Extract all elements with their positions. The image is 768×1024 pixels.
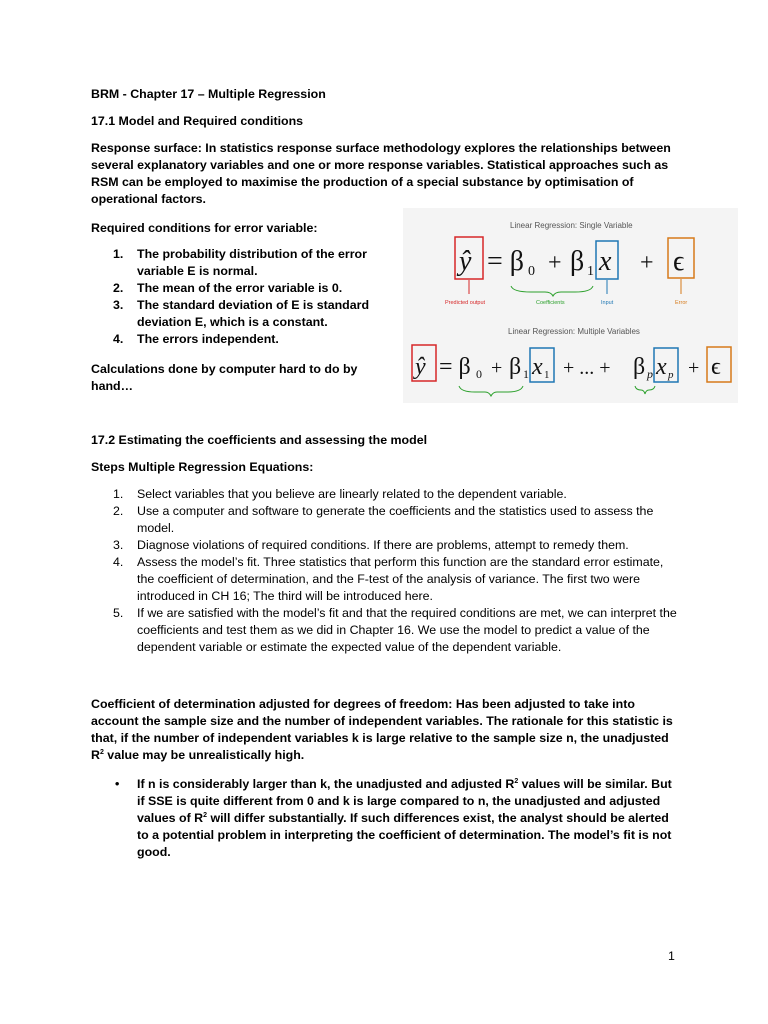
svg-text:β: β bbox=[633, 354, 646, 380]
regression-figure bbox=[403, 208, 738, 403]
list-item: 4. Assess the model’s fit. Three statistics that perform this function are the standard error estimate, the coefficient of determination, and the F-test of the analysis of variance. The first two were introduced in CH 16; The third will be introduced here. bbox=[113, 555, 664, 603]
doc-title: BRM - Chapter 17 – Multiple Regression bbox=[91, 87, 326, 101]
single-variable-title: Linear Regression: Single Variable bbox=[510, 221, 633, 230]
multiple-variables-title: Linear Regression: Multiple Variables bbox=[508, 327, 640, 336]
list-item: 1. The probability distribution of the error variable E is normal. bbox=[113, 247, 367, 278]
svg-text:+: + bbox=[491, 357, 503, 379]
list-item: 3. Diagnose violations of required conditions. If there are problems, attempt to remedy them. bbox=[113, 538, 629, 552]
calculations-note: Calculations done by computer hard to do by hand… bbox=[91, 362, 358, 393]
svg-text:ŷ: ŷ bbox=[415, 354, 426, 380]
svg-text:x: x bbox=[656, 354, 667, 380]
svg-text:0: 0 bbox=[528, 264, 535, 279]
steps-list bbox=[91, 486, 681, 656]
svg-text:1: 1 bbox=[544, 369, 550, 381]
adjusted-r2-paragraph: Coefficient of determination adjusted for degrees of freedom: Has been adjusted to take into account the sample size and the number of independent variables. The rationale for this statistic is that, if the number of independent variables k is large relative to the sample size n, the unadjusted $R^2$ value may be unrealistically high. bbox=[91, 697, 673, 762]
required-conditions-heading: Required conditions for error variable: bbox=[91, 221, 318, 235]
svg-text:1: 1 bbox=[523, 367, 529, 381]
conditions-list bbox=[91, 246, 381, 348]
svg-text:+: + bbox=[640, 250, 654, 276]
y-hat-symbol: ŷ bbox=[459, 246, 472, 277]
response-surface-paragraph: Response surface: In statistics response surface methodology explores the relationships between several explanatory variables and one or more response variables. Statistical approaches such as RSM can be employed to maximise the production of a special substance by optimisation of operational factors. bbox=[91, 141, 671, 206]
svg-text:+: + bbox=[688, 357, 700, 379]
svg-text:0: 0 bbox=[476, 367, 482, 381]
input-label: Input bbox=[601, 300, 614, 306]
error-label: Error bbox=[675, 300, 688, 306]
list-item: 5. If we are satisfied with the model’s fit and that the required conditions are met, we can interpret the coefficients and test them as we did in Chapter 16. We use the model to predict a value of the dependent variable or estimate the expected value of the dependent variable. bbox=[113, 606, 677, 654]
svg-text:ϵ: ϵ bbox=[711, 354, 721, 380]
svg-text:= β: = β bbox=[439, 354, 471, 380]
bullet-item: • If n is considerably larger than k, the unadjusted and adjusted $R^2$ values will be similar. But if SSE is quite different from 0 and k is large compared to n, the unadjusted and adjusted values of $R^2$ will differ substantially. If such differences exist, the analyst should be alerted to a potential problem in interpreting the coefficient of determination. The model’s fit is not good. bbox=[115, 777, 672, 859]
svg-text:p: p bbox=[647, 367, 653, 381]
epsilon-symbol: ϵ bbox=[673, 246, 685, 277]
list-item: 3. The standard deviation of E is standard deviation E, which is a constant. bbox=[113, 298, 370, 329]
svg-text:β: β bbox=[570, 246, 585, 277]
steps-heading: Steps Multiple Regression Equations: bbox=[91, 460, 314, 474]
svg-text:+ ... +: + ... + bbox=[563, 357, 611, 379]
single-equation-lhs: = β bbox=[487, 246, 525, 277]
svg-text:x: x bbox=[532, 354, 543, 380]
svg-text:1: 1 bbox=[587, 264, 594, 279]
section2-heading: 17.2 Estimating the coefficients and assessing the model bbox=[91, 433, 428, 447]
list-item: 2. Use a computer and software to generate the coefficients and the statistics used to assess the model. bbox=[113, 504, 654, 535]
svg-text:p: p bbox=[668, 369, 674, 381]
list-item: 1. Select variables that you believe are linearly related to the dependent variable. bbox=[113, 487, 567, 501]
svg-text:β: β bbox=[509, 354, 522, 380]
list-item: 2. The mean of the error variable is 0. bbox=[113, 281, 343, 295]
coefficients-label: Coefficients bbox=[536, 300, 565, 306]
predicted-output-label: Predicted output bbox=[445, 300, 486, 306]
page-number: 1 bbox=[668, 949, 675, 963]
bullet-dot: • bbox=[115, 777, 120, 791]
svg-text:x: x bbox=[599, 246, 612, 277]
list-item: 4. The errors independent. bbox=[113, 332, 279, 346]
svg-text:+: + bbox=[548, 250, 562, 276]
section1-heading: 17.1 Model and Required conditions bbox=[91, 114, 304, 128]
